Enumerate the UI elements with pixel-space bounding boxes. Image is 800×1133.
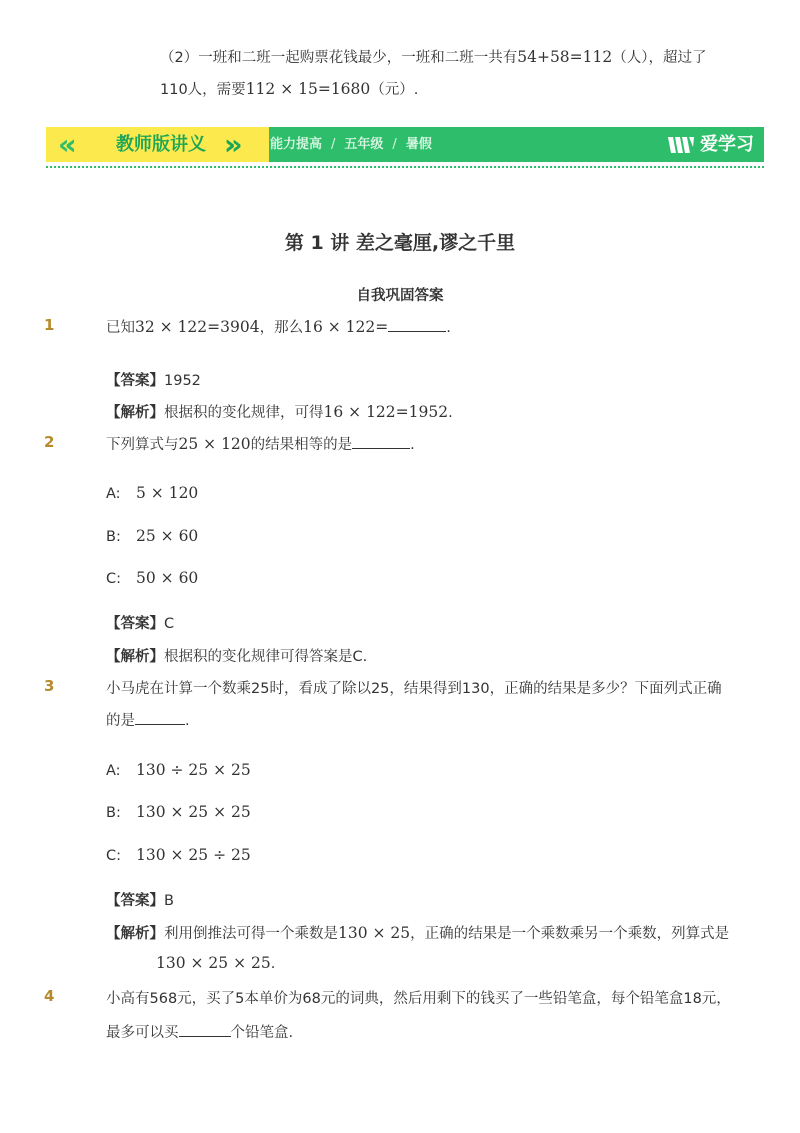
q2-math-a: 25 × 120 [178,435,251,453]
analysis-tag: 【解析】 [106,649,164,665]
q3-text-a: 的是 [106,713,135,729]
top-line-1 [160,46,707,67]
question-number-3: 3 [44,677,55,695]
q1-text-b: ，那么 [259,320,304,336]
option-expression: 25 × 60 [136,527,199,545]
option-expression: 50 × 60 [136,569,199,587]
question-2-option-b [106,527,198,545]
top-line-1-text-end: （人），超过了 [612,50,707,66]
question-number-1: 1 [44,316,55,334]
q3-analysis-math-1: 130 × 25 [338,924,411,942]
answer-blank [179,1023,231,1037]
question-3-analysis [106,922,729,943]
breadcrumb [270,127,432,162]
q1-math-b: 16 × 122= [303,318,389,336]
breadcrumb-separator: / [392,137,397,152]
question-number-2: 2 [44,433,55,451]
analysis-tag: 【解析】 [106,405,164,421]
answer-blank [135,711,185,725]
chevron-left-icon: «‹ [58,128,66,161]
header-banner [46,127,764,162]
q1-math-a: 32 × 122=3904 [135,318,260,336]
banner-yellow-block [46,127,269,162]
q1-text-a: 已知 [106,320,135,336]
option-expression: 5 × 120 [136,484,199,502]
q1-analysis-end: . [448,405,453,421]
brand-logo-icon [667,135,697,155]
q3-text-b: . [185,713,190,729]
q1-analysis-math: 16 × 122=1952 [323,403,449,421]
question-1-answer [106,369,201,390]
question-3-option-c [106,846,251,864]
q4-text-a: 最多可以买 [106,1025,179,1041]
q1-text-c: . [446,320,451,336]
top-line-2 [160,78,418,99]
top-line-1-math: 54+58=112 [517,48,613,66]
option-expression: 130 ÷ 25 × 25 [136,761,251,779]
q1-answer-value: 1952 [164,373,201,389]
question-1-text [106,316,451,337]
breadcrumb-item-grade: 五年级 [344,137,384,152]
question-1-analysis [106,401,453,422]
answer-blank [388,318,446,332]
question-3-text-line-2 [106,709,190,730]
q2-text-a: 下列算式与 [106,437,179,453]
q3-analysis-text-a: 利用倒推法可得一个乘数是 [164,926,338,942]
question-3-text-line-1: 小马虎在计算一个数乘25时，看成了除以25，结果得到130，正确的结果是多少？下面列式正确 [106,681,722,697]
answer-tag: 【答案】 [106,616,164,632]
option-letter: A: [106,763,121,779]
answer-tag: 【答案】 [106,373,164,389]
banner-dotted-divider [46,166,764,168]
q3-analysis-math-2: 130 × 25 × 25 [156,954,271,972]
option-letter: A: [106,486,121,502]
q3-answer-value: B [164,893,174,909]
answer-tag: 【答案】 [106,893,164,909]
question-2-option-c [106,569,198,587]
q2-text-b: 的结果相等的是 [250,437,353,453]
question-2-text [106,433,415,454]
chevron-right-icon: ›» [224,128,232,161]
banner-title: 教师版讲义 [116,134,206,155]
q3-analysis-text-b: ，正确的结果是一个乘数乘另一个乘数，列算式是 [410,926,730,942]
question-3-answer [106,889,174,910]
q4-text-b: 个铅笔盒. [230,1025,294,1041]
option-letter: B: [106,529,121,545]
lecture-title: 第 1 讲 差之毫厘,谬之千里 [284,232,516,254]
question-number-4: 4 [44,987,55,1005]
breadcrumb-separator: / [331,137,336,152]
breadcrumb-item-term: 暑假 [405,137,432,152]
question-2-answer [106,612,174,633]
question-2-analysis [106,645,367,666]
q2-analysis-text: 根据积的变化规律可得答案是C. [164,649,368,665]
top-line-2-text: 110人，需要 [160,82,246,98]
option-letter: B: [106,805,121,821]
top-line-2-math: 112 × 15=1680 [245,80,371,98]
q2-text-c: . [410,437,415,453]
section-title: 自我巩固答案 [356,288,444,304]
question-4-text-line-1: 小高有568元，买了5本单价为68元的词典，然后用剩下的钱买了一些铅笔盒，每个铅笔盒18元， [106,991,731,1007]
option-expression: 130 × 25 ÷ 25 [136,846,251,864]
top-line-2-text-end: （元）. [370,82,419,98]
analysis-tag: 【解析】 [106,926,164,942]
q3-analysis-end: . [270,956,276,972]
question-4-text-line-2 [106,1021,293,1042]
question-3-option-b [106,803,251,821]
brand-logo-text: 爱学习 [700,134,754,155]
option-letter: C: [106,571,122,587]
q1-analysis-text: 根据积的变化规律，可得 [164,405,324,421]
top-line-1-text: （2）一班和二班一起购票花钱最少，一班和二班一共有 [160,50,518,66]
question-3-option-a [106,761,251,779]
option-expression: 130 × 25 × 25 [136,803,251,821]
q2-answer-value: C [164,616,175,632]
answer-blank [352,435,410,449]
question-2-option-a [106,484,198,502]
brand-logo [667,127,754,162]
breadcrumb-item-ability: 能力提高 [270,137,323,152]
option-letter: C: [106,848,122,864]
question-3-analysis-line-2 [156,954,275,972]
